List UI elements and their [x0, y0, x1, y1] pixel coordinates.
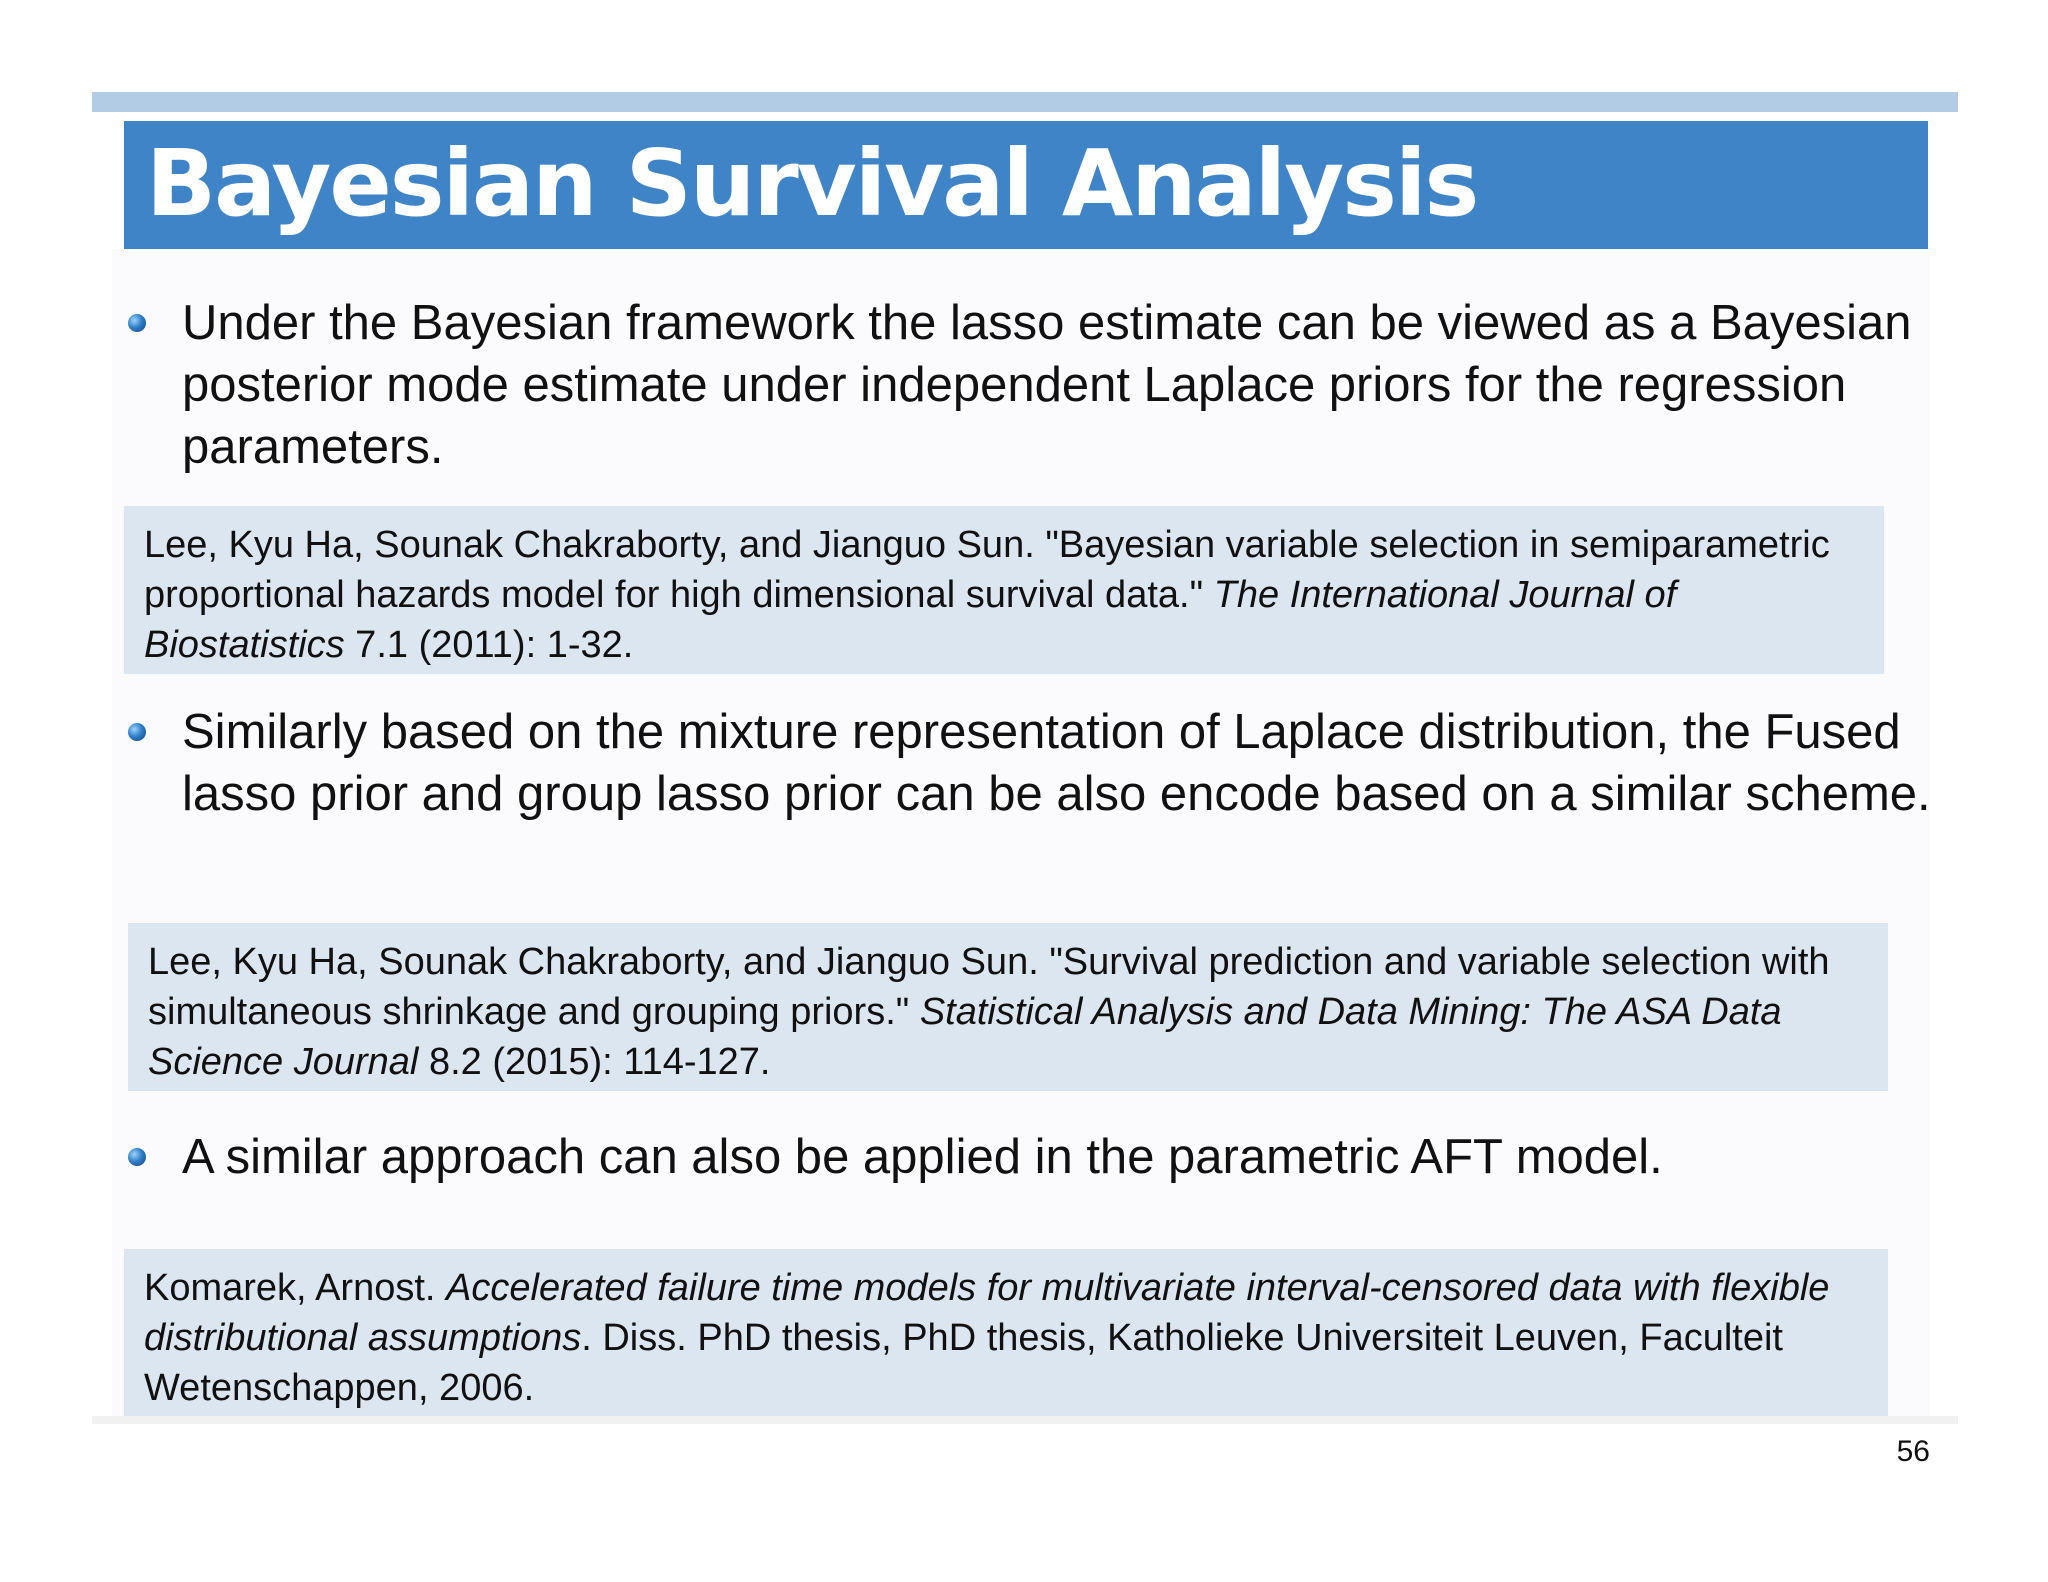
- bullet-dot-icon: [128, 314, 146, 332]
- reference-details: . Diss. PhD thesis, PhD thesis, Katholieke Universiteit Leuven, Faculteit Wetenschappen, 2006.: [144, 1317, 1783, 1409]
- bullet-item: [120, 1126, 1880, 1188]
- reference-box: [124, 506, 1884, 674]
- reference-text: Lee, Kyu Ha, Sounak Chakraborty, and Jianguo Sun. "Bayesian variable selection in semiparametric proportional hazards model for high dimensional survival data.": [144, 524, 1830, 616]
- reference-box: [128, 923, 1888, 1091]
- bullet-item: [120, 701, 1931, 887]
- reference-journal: Statistical Analysis and Data Mining: The ASA Data Science Journal: [148, 991, 1782, 1083]
- footer-divider: [92, 1416, 1958, 1424]
- bullet-dot-icon: [128, 1148, 146, 1166]
- reference-journal: The International Journal of Biostatistics: [144, 574, 1677, 666]
- reference-details: 8.2 (2015): 114-127.: [418, 1041, 771, 1083]
- page-number: 56: [1896, 1435, 1930, 1468]
- reference-text: Komarek, Arnost.: [144, 1267, 447, 1309]
- reference-box: [124, 1249, 1888, 1417]
- slide-title: Bayesian Survival Analysis: [146, 130, 1478, 237]
- bullet-item: [120, 292, 1912, 478]
- reference-details: 7.1 (2011): 1-32.: [344, 624, 634, 666]
- bullet-text: A similar approach can also be applied in the parametric AFT model.: [182, 1130, 1663, 1184]
- bullet-dot-icon: [128, 723, 146, 741]
- reference-text: Lee, Kyu Ha, Sounak Chakraborty, and Jianguo Sun. "Survival prediction and variable selection with simultaneous shrinkage and grouping priors.": [148, 941, 1830, 1033]
- top-accent-bar: [92, 92, 1958, 112]
- bullet-text: Under the Bayesian framework the lasso estimate can be viewed as a Bayesian posterior mode estimate under independent Laplace priors for the regression parameters.: [182, 296, 1912, 474]
- reference-title: Accelerated failure time models for multivariate interval-censored data with flexible distributional assumptions: [144, 1267, 1830, 1359]
- bullet-text: Similarly based on the mixture representation of Laplace distribution, the Fused lasso prior and group lasso prior can be also encode based on a similar scheme.: [182, 705, 1931, 821]
